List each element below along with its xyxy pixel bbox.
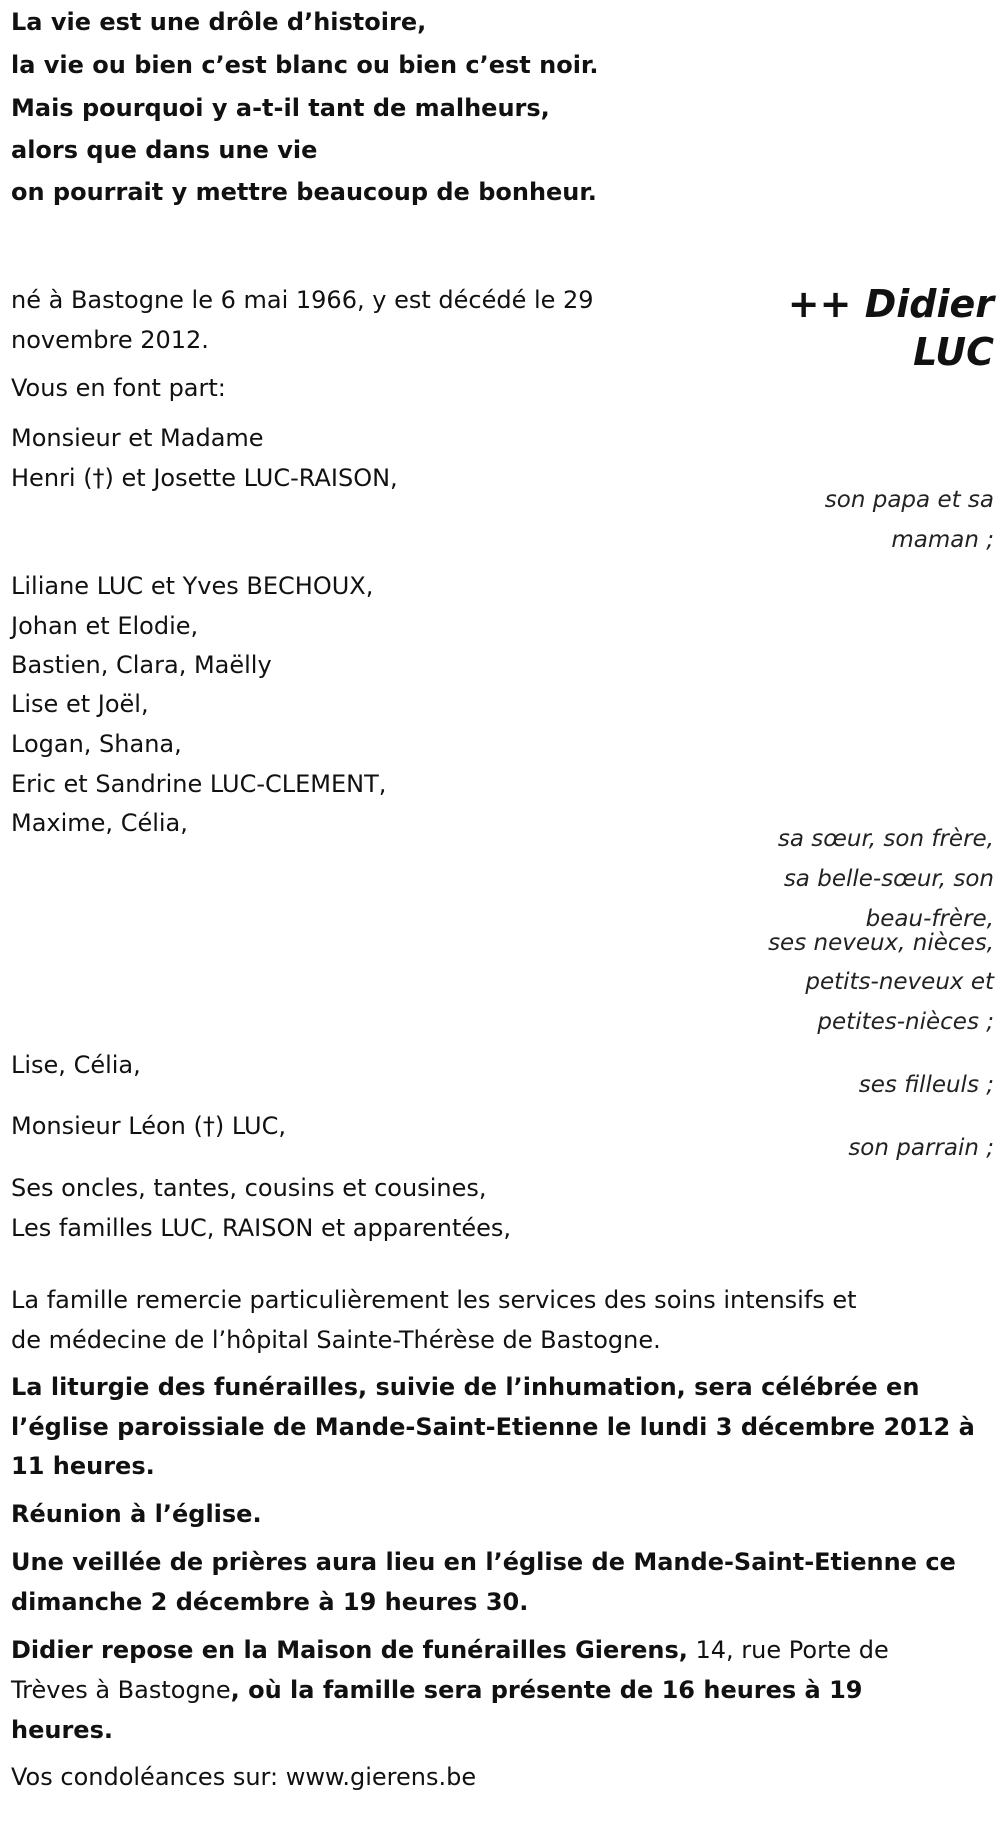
poem-line-4: alors que dans une vie	[11, 136, 318, 164]
siblings-role-line-4: ses neveux, nièces,	[768, 930, 994, 956]
siblings-role-line-1: sa sœur, son frère,	[777, 826, 994, 852]
deceased-name-line-1: ++ Didier	[787, 282, 994, 326]
rest-line-1	[11, 1630, 889, 1670]
poem-line-3: Mais pourquoi y a-t-il tant de malheurs,	[11, 94, 550, 122]
godfather-role: son parrain ;	[848, 1135, 994, 1161]
vigil-line-2: dimanche 2 décembre à 19 heures 30.	[11, 1588, 529, 1616]
rest-plain-1: 14, rue Porte de	[687, 1636, 889, 1664]
sibling-line-4: Lise et Joël,	[11, 690, 149, 718]
liturgy-line-1: La liturgie des funérailles, suivie de l’inhumation, sera célébrée en	[11, 1373, 920, 1401]
siblings-role-line-5: petits-neveux et	[805, 969, 994, 995]
deceased-name-line-2: LUC	[913, 330, 994, 374]
godfather-name: Monsieur Léon (†) LUC,	[11, 1112, 286, 1140]
condolences-link[interactable]: www.gierens.be	[285, 1763, 477, 1791]
liturgy-line-2: l’église paroissiale de Mande-Saint-Etienne le lundi 3 décembre 2012 à	[11, 1413, 975, 1441]
rest-bold-2: , où la famille sera présente de 16 heures à 19	[230, 1676, 863, 1704]
announce-text: Vous en font part:	[11, 374, 226, 402]
siblings-role-line-6: petites-nièces ;	[817, 1009, 994, 1035]
birth-death-line-1: né à Bastogne le 6 mai 1966, y est décédé le 29	[11, 286, 594, 314]
thanks-line-2: de médecine de l’hôpital Sainte-Thérèse de Bastogne.	[11, 1326, 661, 1354]
rest-bold-1: Didier repose en la Maison de funérailles Gierens,	[11, 1636, 688, 1664]
parents-role-line-1: son papa et sa	[824, 487, 994, 513]
siblings-role-line-2: sa belle-sœur, son	[783, 866, 994, 892]
godchildren-role: ses filleuls ;	[858, 1072, 994, 1098]
meeting-text: Réunion à l’église.	[11, 1500, 262, 1528]
sibling-line-1: Liliane LUC et Yves BECHOUX,	[11, 572, 374, 600]
sibling-line-3: Bastien, Clara, Maëlly	[11, 651, 272, 679]
sibling-line-6: Eric et Sandrine LUC-CLEMENT,	[11, 770, 387, 798]
parents-line-2: Henri (†) et Josette LUC-RAISON,	[11, 464, 398, 492]
poem-line-1: La vie est une drôle d’histoire,	[11, 8, 427, 36]
condolences-label: Vos condoléances sur:	[11, 1763, 286, 1791]
parents-role-line-2: maman ;	[891, 527, 994, 553]
rest-line-3: heures.	[11, 1716, 113, 1744]
sibling-line-5: Logan, Shana,	[11, 730, 182, 758]
rest-plain-2: Trèves à Bastogne	[11, 1676, 231, 1704]
condolences-line	[11, 1757, 476, 1797]
deceased-name	[788, 280, 994, 376]
birth-death-line-2: novembre 2012.	[11, 326, 209, 354]
relatives-line-2: Les familles LUC, RAISON et apparentées,	[11, 1214, 512, 1242]
parents-line-1: Monsieur et Madame	[11, 424, 264, 452]
sibling-line-7: Maxime, Célia,	[11, 809, 188, 837]
poem-line-5: on pourrait y mettre beaucoup de bonheur.	[11, 178, 597, 206]
vigil-line-1: Une veillée de prières aura lieu en l’église de Mande-Saint-Etienne ce	[11, 1548, 956, 1576]
rest-line-2	[11, 1670, 863, 1710]
relatives-line-1: Ses oncles, tantes, cousins et cousines,	[11, 1174, 487, 1202]
thanks-line-1: La famille remercie particulièrement les services des soins intensifs et	[11, 1286, 857, 1314]
godchildren-names: Lise, Célia,	[11, 1051, 141, 1079]
poem-line-2: la vie ou bien c’est blanc ou bien c’est noir.	[11, 51, 599, 79]
sibling-line-2: Johan et Elodie,	[11, 612, 199, 640]
liturgy-line-3: 11 heures.	[11, 1452, 155, 1480]
siblings-role-line-3: beau-frère,	[865, 906, 994, 932]
